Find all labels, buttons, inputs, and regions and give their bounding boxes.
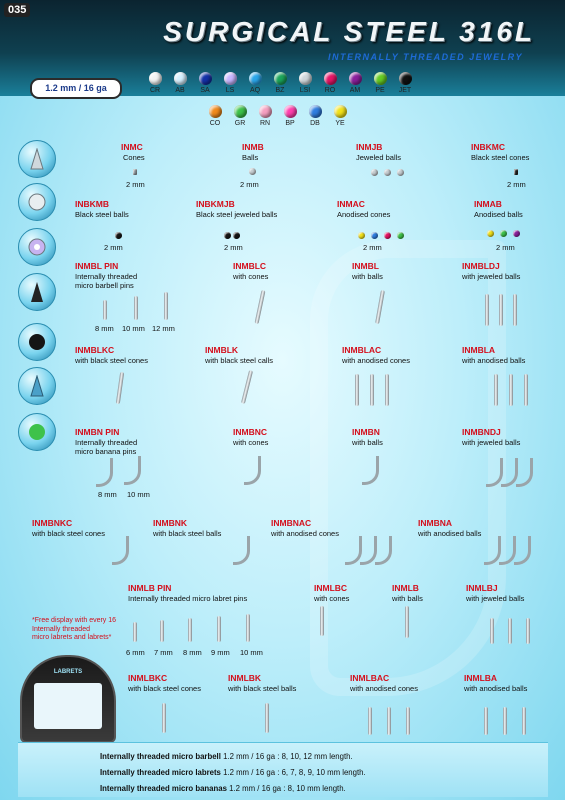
size-label: 8 mm	[183, 648, 202, 657]
crystal-ball-icon	[324, 72, 337, 85]
anodised-ball-icon	[487, 230, 494, 237]
product-code: INMLBKC	[128, 673, 168, 683]
labret-icon	[320, 606, 324, 636]
labret-display-case-image	[20, 655, 116, 743]
spec-line: Internally threaded micro bananas 1.2 mm / 16 ga : 8, 10 mm length.	[100, 784, 346, 793]
crystal-ball-icon	[299, 72, 312, 85]
swatch-lsi: LSI	[294, 72, 316, 94]
black-cone-icon	[514, 169, 518, 175]
product-code: INMAC	[337, 199, 365, 209]
product-desc: with cones	[233, 438, 269, 447]
crystal-ball-icon	[284, 105, 297, 118]
black-ball-category-icon	[18, 323, 56, 361]
product-code: INMBN	[352, 427, 380, 437]
crystal-ball-icon	[174, 72, 187, 85]
anodised-cone-icon	[384, 232, 391, 239]
size-label: 8 mm	[95, 324, 114, 333]
swatch-pe: PE	[369, 72, 391, 94]
product-code: INMBNKC	[32, 518, 73, 528]
swatch-co: CO	[204, 105, 226, 127]
swatch-bz: BZ	[269, 72, 291, 94]
product-desc: with balls	[352, 438, 383, 447]
product-code: INBKMC	[471, 142, 505, 152]
barbell-icon	[524, 374, 528, 406]
product-desc: with black steel cones	[128, 684, 201, 693]
labret-icon	[508, 618, 512, 644]
product-desc: with black steel cones	[75, 356, 148, 365]
display-grid	[34, 683, 102, 729]
product-code: INMBNDJ	[462, 427, 501, 437]
labret-icon	[490, 618, 494, 644]
ball-category-icon	[18, 183, 56, 221]
crystal-ball-icon	[349, 72, 362, 85]
jeweled-ball-category-icon	[18, 228, 56, 266]
product-desc: with jeweled balls	[462, 438, 521, 447]
size-label: 2 mm	[507, 180, 526, 189]
labret-icon	[162, 703, 166, 733]
crystal-ball-icon	[234, 105, 247, 118]
product-code: INMBLAC	[342, 345, 382, 355]
page-title: SURGICAL STEEL 316L	[163, 16, 535, 47]
labret-icon	[387, 707, 391, 735]
product-code: INMBL	[352, 261, 379, 271]
barbell-icon	[255, 290, 266, 324]
swatch-sa: SA	[194, 72, 216, 94]
size-label: 2 mm	[126, 180, 145, 189]
size-label: 2 mm	[496, 243, 515, 252]
banana-icon	[244, 456, 261, 485]
product-code: INMLBC	[314, 583, 348, 593]
banana-icon	[514, 536, 531, 565]
product-code: INMB	[242, 142, 264, 152]
product-desc: Black steel cones	[471, 153, 530, 162]
labret-icon	[265, 703, 269, 733]
anodised-cone-icon	[358, 232, 365, 239]
crystal-ball-icon	[249, 72, 262, 85]
crystal-ball-icon	[274, 72, 287, 85]
swatch-ye: YE	[329, 105, 351, 127]
swatch-cr: CR	[144, 72, 166, 94]
anodised-cone-icon	[397, 232, 404, 239]
anodised-cone-icon	[371, 232, 378, 239]
product-code: INMBLK	[205, 345, 239, 355]
product-code: INMLBAC	[350, 673, 390, 683]
free-display-note: *Free display with every 16 Internally threaded micro labrets and labrets*	[32, 617, 117, 641]
product-code: INMBLDJ	[462, 261, 500, 271]
banana-icon	[112, 536, 129, 565]
swatch-ab: AB	[169, 72, 191, 94]
product-desc: with jeweled balls	[466, 594, 525, 603]
size-label: 9 mm	[211, 648, 230, 657]
swatch-bp: BP	[279, 105, 301, 127]
black-cone-category-icon	[18, 273, 56, 311]
black-jeweled-ball-icon	[233, 232, 240, 239]
product-desc: with anodised cones	[271, 529, 339, 538]
size-label: 2 mm	[104, 243, 123, 252]
jeweled-ball-icon	[384, 169, 391, 176]
barbell-icon	[513, 294, 517, 326]
product-desc: Internally threaded	[75, 438, 138, 447]
size-label: 7 mm	[154, 648, 173, 657]
product-desc: Jeweled balls	[356, 153, 402, 162]
product-code: INBKMJB	[196, 199, 235, 209]
product-desc: Black steel balls	[75, 210, 129, 219]
product-desc: Anodised cones	[337, 210, 391, 219]
size-label: 8 mm	[98, 490, 117, 499]
swatch-am: AM	[344, 72, 366, 94]
black-jeweled-ball-icon	[224, 232, 231, 239]
product-desc: with black steel calls	[205, 356, 273, 365]
swatch-jet: JET	[394, 72, 416, 94]
product-desc: with anodised balls	[464, 684, 528, 693]
barbell-icon	[494, 374, 498, 406]
crystal-ball-icon	[199, 72, 212, 85]
product-code: INMLB PIN	[128, 583, 172, 593]
product-code: INMBL PIN	[75, 261, 119, 271]
product-desc: with balls	[352, 272, 383, 281]
labret-pin-icon	[133, 622, 137, 642]
barbell-icon	[370, 374, 374, 406]
product-desc: with anodised cones	[350, 684, 418, 693]
anodised-ball-icon	[500, 230, 507, 237]
labret-pin-icon	[217, 616, 221, 642]
ball-attachment-icon	[249, 168, 256, 175]
spec-line: Internally threaded micro barbell 1.2 mm / 16 ga : 8, 10, 12 mm length.	[100, 752, 353, 761]
labret-icon	[405, 606, 409, 638]
crystal-ball-icon	[209, 105, 222, 118]
barbell-icon	[485, 294, 489, 326]
labret-icon	[526, 618, 530, 644]
jeweled-ball-icon	[371, 169, 378, 176]
swatch-aq: AQ	[244, 72, 266, 94]
labret-icon	[503, 707, 507, 735]
product-code: INMBNC	[233, 427, 267, 437]
product-desc: Internally threaded micro labret pins	[128, 594, 248, 603]
page-subtitle: INTERNALLY THREADED JEWELRY	[327, 52, 523, 62]
product-desc: with jeweled balls	[462, 272, 521, 281]
product-desc: with balls	[392, 594, 423, 603]
product-code: INMJB	[356, 142, 383, 152]
size-label: 10 mm	[240, 648, 263, 657]
product-desc: with black steel cones	[32, 529, 105, 538]
crystal-ball-icon	[309, 105, 322, 118]
labret-pin-icon	[188, 618, 192, 642]
product-desc: Balls	[242, 153, 259, 162]
crystal-ball-icon	[399, 72, 412, 85]
product-code: INMBLKC	[75, 345, 115, 355]
crystal-ball-icon	[259, 105, 272, 118]
size-label: 2 mm	[224, 243, 243, 252]
product-desc: Internally threaded	[75, 272, 138, 281]
labret-pin-icon	[160, 620, 164, 642]
labret-pin-icon	[246, 614, 250, 642]
product-code: INMAB	[474, 199, 502, 209]
swatch-ro: RO	[319, 72, 341, 94]
cone-category-icon	[18, 140, 56, 178]
barbell-icon	[241, 370, 253, 404]
product-desc: Cones	[123, 153, 145, 162]
spec-line: Internally threaded micro labrets 1.2 mm / 16 ga : 6, 7, 8, 9, 10 mm length.	[100, 768, 366, 777]
crystal-ball-icon	[334, 105, 347, 118]
barbell-pin-icon	[134, 296, 138, 320]
anodised-ball-icon	[513, 230, 520, 237]
labret-icon	[406, 707, 410, 735]
product-code: INMBNA	[418, 518, 452, 528]
labret-icon	[522, 707, 526, 735]
product-desc: with anodised cones	[342, 356, 410, 365]
swatch-gr: GR	[229, 105, 251, 127]
product-code: INMBLA	[462, 345, 496, 355]
barbell-icon	[116, 372, 124, 404]
size-label: 12 mm	[152, 324, 175, 333]
swatch-rn: RN	[254, 105, 276, 127]
crystal-ball-icon	[149, 72, 162, 85]
page-number: 035	[4, 3, 30, 17]
product-desc: with cones	[233, 272, 269, 281]
product-desc: Black steel jeweled balls	[196, 210, 278, 219]
banana-pin-icon	[96, 458, 113, 487]
barbell-icon	[499, 294, 503, 326]
crystal-ball-icon	[224, 72, 237, 85]
product-code: INMLB	[392, 583, 419, 593]
labret-icon	[368, 707, 372, 735]
banana-pin-icon	[124, 456, 141, 485]
banana-icon	[516, 458, 533, 487]
barbell-icon	[509, 374, 513, 406]
product-code: INBKMB	[75, 199, 109, 209]
product-desc: with black steel balls	[153, 529, 222, 538]
product-desc: with anodised balls	[462, 356, 526, 365]
anodised-ball-category-icon	[18, 413, 56, 451]
product-code: INMBN PIN	[75, 427, 120, 437]
product-code: INMLBA	[464, 673, 498, 683]
barbell-pin-icon	[103, 300, 107, 320]
product-code: INMBNK	[153, 518, 187, 528]
size-label: 10 mm	[122, 324, 145, 333]
cone-attachment-icon	[133, 169, 137, 175]
display-case-label: LABRETS	[53, 669, 83, 675]
product-desc-line2: micro banana pins	[75, 447, 137, 456]
product-desc: Anodised balls	[474, 210, 523, 219]
product-code: INMBNAC	[271, 518, 312, 528]
product-code: INMLBK	[228, 673, 262, 683]
swatch-ls: LS	[219, 72, 241, 94]
labret-icon	[484, 707, 488, 735]
size-label: 2 mm	[363, 243, 382, 252]
product-code: INMLBJ	[466, 583, 498, 593]
product-desc-line2: micro barbell pins	[75, 281, 134, 290]
size-badge: 1.2 mm / 16 ga	[30, 78, 122, 99]
jeweled-ball-icon	[397, 169, 404, 176]
product-desc: with cones	[314, 594, 350, 603]
banana-icon	[233, 536, 250, 565]
barbell-icon	[355, 374, 359, 406]
swatch-db: DB	[304, 105, 326, 127]
black-ball-icon	[115, 232, 122, 239]
product-code: INMC	[121, 142, 143, 152]
anodised-cone-category-icon	[18, 367, 56, 405]
product-desc: with anodised balls	[418, 529, 482, 538]
size-label: 2 mm	[240, 180, 259, 189]
crystal-ball-icon	[374, 72, 387, 85]
barbell-icon	[385, 374, 389, 406]
product-desc: with black steel balls	[228, 684, 297, 693]
size-label: 6 mm	[126, 648, 145, 657]
product-code: INMBLC	[233, 261, 267, 271]
barbell-pin-icon	[164, 292, 168, 320]
size-label: 10 mm	[127, 490, 150, 499]
